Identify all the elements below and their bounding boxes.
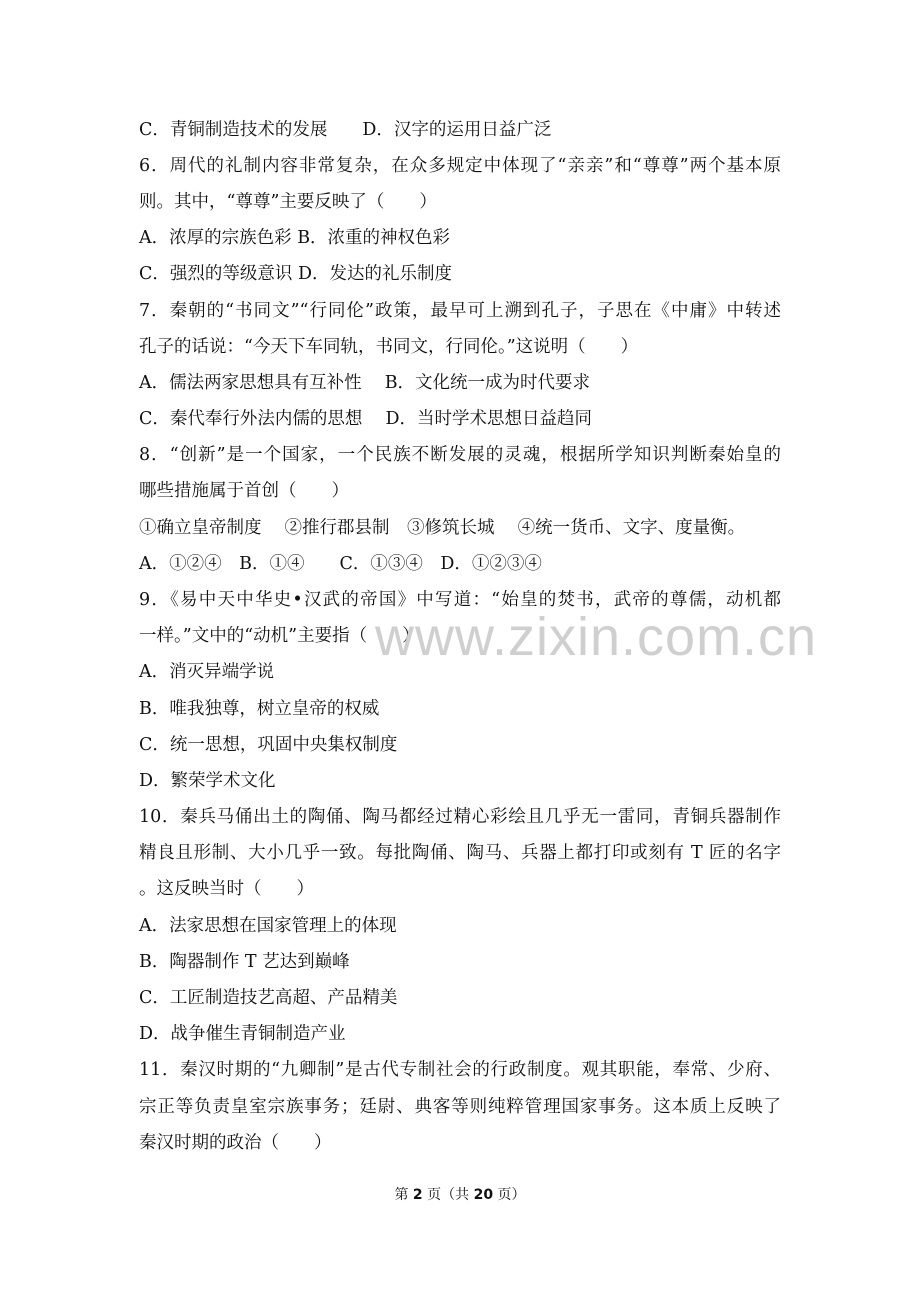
question-6-options-ab: A．浓厚的宗族色彩 B．浓重的神权色彩 [139,228,451,248]
question-9-option-d: D．繁荣学术文化 [139,771,276,791]
question-6-stem: 6．周代的礼制内容非常复杂，在众多规定中体现了“亲亲”和“尊尊”两个基本原 [139,156,781,176]
question-10-option-c: C．工匠制造技艺高超、产品精美 [139,988,398,1008]
question-9-option-b: B．唯我独尊，树立皇帝的权威 [139,699,380,719]
page-footer [0,1186,920,1204]
question-10-stem-end: 。这反映当时（ ） [139,879,314,899]
question-9-option-a: A．消灭异端学说 [139,662,275,682]
question-8-options: A．①②④ B．①④ C．①③④ D．①②③④ [139,554,542,574]
question-8-stem: 8．“创新”是一个国家，一个民族不断发展的灵魂，根据所学知识判断秦始皇的 [139,445,781,465]
question-8-stem-cont: 哪些措施属于首创（ ） [139,481,349,501]
question-6-options-cd: C．强烈的等级意识 D．发达的礼乐制度 [139,264,452,284]
question-9-stem: 9．《易中天中华史•汉武的帝国》中写道：“始皇的焚书，武帝的尊儒，动机都 [139,590,781,610]
question-11-stem-cont: 宗正等负责皇室宗族事务；廷尉、典客等则纯粹管理国家事务。这本质上反映了 [139,1097,781,1117]
total-page-count: 20 [473,1187,494,1203]
question-10-option-b: B．陶器制作 T 艺达到巅峰 [139,952,350,972]
question-7-options-ab: A．儒法两家思想具有互补性 B．文化统一成为时代要求 [139,373,591,393]
question-9-option-c: C．统一思想，巩固中央集权制度 [139,735,398,755]
question-11-stem-end: 秦汉时期的政治（ ） [139,1133,332,1153]
footer-suffix: 页） [493,1187,526,1203]
footer-prefix: 第 [394,1187,413,1203]
current-page-number: 2 [412,1187,423,1203]
question-7-stem: 7．秦朝的“书同文”“行同伦”政策，最早可上溯到孔子，子思在《中庸》中转述 [139,301,781,321]
footer-middle: 页（共 [422,1187,474,1203]
watermark: www.zixin.com.cn [375,607,818,667]
question-11-stem: 11．秦汉时期的“九卿制”是古代专制社会的行政制度。观其职能，奉常、少府、 [139,1060,781,1080]
question-10-option-d: D．战争催生青铜制造产业 [139,1024,346,1044]
question-7-stem-cont: 孔子的话说：“今天下车同轨，书同文，行同伦。”这说明（ ） [139,337,639,357]
question-9-stem-cont: 一样。”文中的“动机”主要指（ ） [139,626,420,646]
question-7-options-cd: C．秦代奉行外法内儒的思想 D．当时学术思想日益趋同 [139,409,592,429]
question-8-items: ①确立皇帝制度 ②推行郡县制 ③修筑长城 ④统一货币、文字、度量衡。 [139,518,746,538]
question-6-stem-cont: 则。其中，“尊尊”主要反映了（ ） [139,192,437,212]
option-line: C．青铜制造技术的发展 D．汉字的运用日益广泛 [139,120,552,140]
question-10-stem: 10．秦兵马俑出土的陶俑、陶马都经过精心彩绘且几乎无一雷同，青铜兵器制作 [139,807,781,827]
question-10-stem-cont: 精良且形制、大小几乎一致。每批陶俑、陶马、兵器上都打印或刻有 T 匠的名字 [139,843,781,863]
question-10-option-a: A．法家思想在国家管理上的体现 [139,916,397,936]
